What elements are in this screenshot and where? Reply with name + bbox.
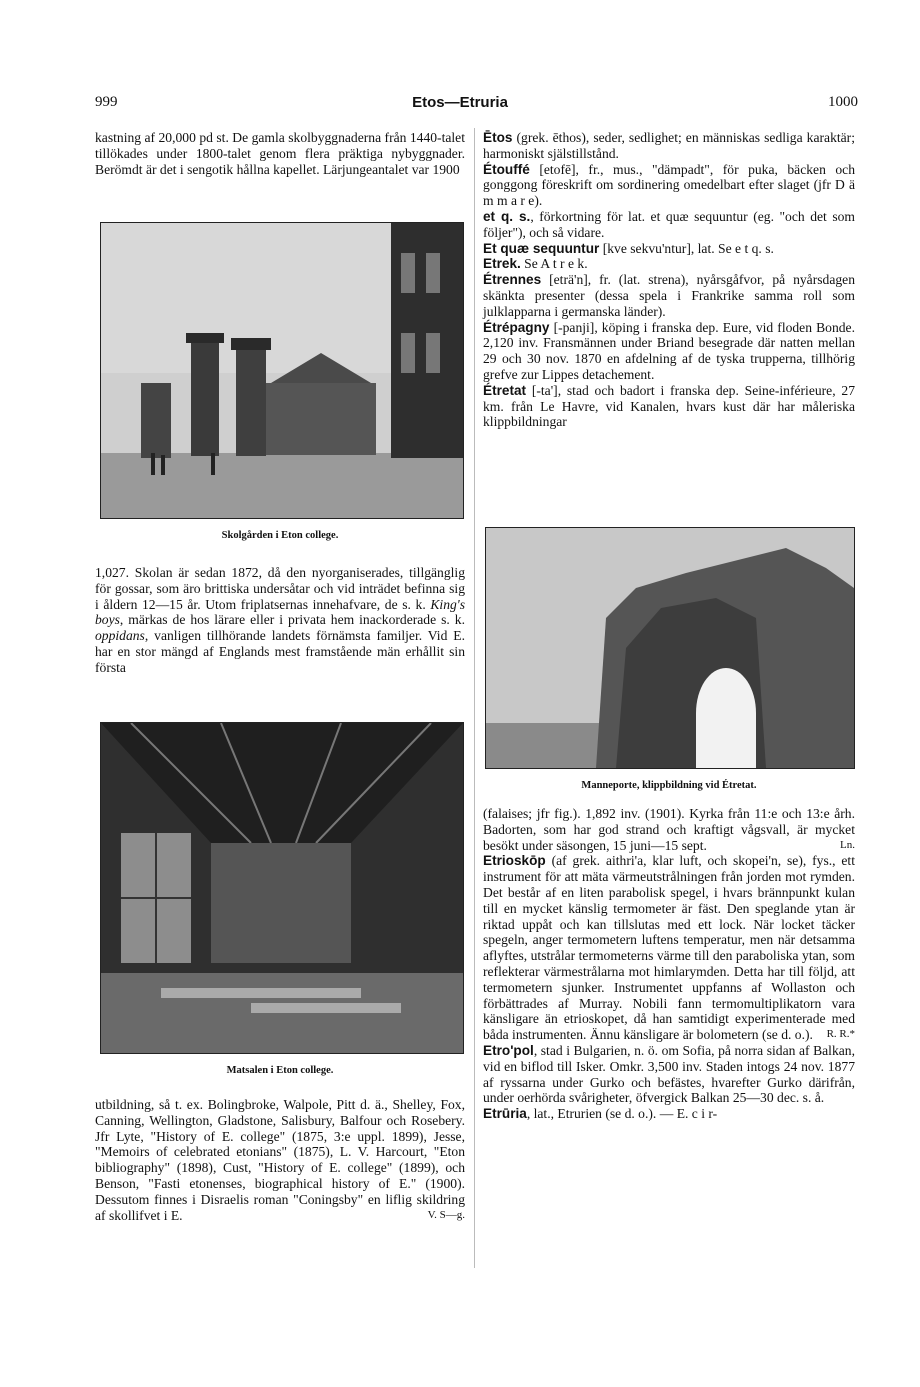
figure-matsalen <box>100 722 464 1054</box>
skolgarden-illustration <box>101 223 463 518</box>
signature-ln: Ln. <box>840 838 855 851</box>
entry-etrennes: Étrennes [eträ'n], fr. (lat. strena), nyårsgåfvor, på nyårsdagen skänkta presenter (dessa spela i Frankrike samma roll som julklapparna i germanska länder). <box>483 272 855 319</box>
entry-etos: Ētos (grek. ēthos), seder, sedlighet; en människas sedliga karaktär; harmoniskt själstillstånd. <box>483 130 855 161</box>
fig2-caption: Matsalen i Eton college. <box>226 1065 334 1076</box>
right-entries-top <box>483 130 855 430</box>
page-number-right: 1000 <box>828 94 858 110</box>
page-number-left: 999 <box>95 94 118 110</box>
entry-etretat: Étretat [-ta'], stad och badort i franska dep. Seine-inférieure, 27 km. från Le Havre, vid Kanalen, hvars kust där har måleriska klippbildningar <box>483 382 855 430</box>
figure-skolgarden <box>100 222 464 519</box>
fig3-caption: Manneporte, klippbildning vid Étretat. <box>581 780 757 791</box>
entry-etquae: Et quæ sequuntur [kve sekvu'ntur], lat. Se e t q. s. <box>483 240 774 256</box>
entry-etrioskop: Etrioskōp (af grek. aithri'a, klar luft, och skopei'n, se), fys., ett instrument för att mäta värmeutstrålningen från jorden mot rymden. Det består af en liten parabolisk spegel, i hvars brännpunkt kulan till en mycket känslig termometer är fäst. Den speglande ytan är riktad uppåt och kan tillslutas med ett lock. När locket täcker spegeln, anger termometern luftens temperatur, men när detsamma aflyftes, utstrålar termometerns värme till den paraboliska ytan, som reflekterar värmestrålarna mot himlarymden. Detta har till följd, att termometern sjunker. Instrumentet uppfanns af Wollaston och förbättrades af Murray. Nobili fann termomultiplikatorn vara känsligare än etrioskopet, då han samtidigt experimenterade med båda instrumenten. Ännu känsligare är bolometern (se d. o.). R. R.* <box>483 853 855 1043</box>
left-para-2: 1,027. Skolan är sedan 1872, då den nyorganiserades, tillgänglig för gossar, som äro brittiska undersåtar och vid inträdet befinna sig i åldern 12—15 år. Utom friplatsernas innehafvare, de s. k. King's boys, märkas de hos lärare eller i privata hem inackorderade s. k. oppidans, vanligen tillhörande landets förnämsta familjer. Vid E. har en stor mängd af Englands mest framstående män erhållit sin första <box>95 565 465 675</box>
entry-etouffe: Étouffé [etofē], fr., mus., "dämpadt", för puka, bäcken och gonggong föreskrift om sordinering omedelbart efter slaget (jfr D ä m m a r e). <box>483 161 855 209</box>
entry-etrek: Etrek. Se A t r e k. <box>483 256 588 272</box>
entry-etropol: Etro'pol, stad i Bulgarien, n. ö. om Sofia, på norra sidan af Balkan, vid en biflod till Isker. Omkr. 3,500 inv. Staden intogs 24 nov. 1877 af ryssarna under Gurko och befästes, hvarefter Gurko därifrån, under oerhörda svårigheter, öfvergick Balkan 25—30 dec. s. å. <box>483 1042 855 1106</box>
manneporte-illustration <box>486 528 854 768</box>
entry-etruria: Etrūria, lat., Etrurien (se d. o.). — E. c i r- <box>483 1106 718 1122</box>
matsalen-illustration <box>101 723 463 1053</box>
entry-etqs: et q. s., förkortning för lat. et quæ sequuntur (eg. "och det som följer"), och så vidare. <box>483 208 855 240</box>
column-divider <box>474 128 475 1268</box>
entry-etrepagny: Étrépagny [-panji], köping i franska dep. Eure, vid floden Bonde. 2,120 inv. Fransmännen under Briand besegrade där natten mellan 29 och 30 nov. 1870 en afdelning af de tyska trupperna, tillhörig grefve zur Lippes detachement. <box>483 319 855 382</box>
signature-rr: R. R.* <box>826 1028 855 1041</box>
right-entries-bottom <box>483 806 855 1122</box>
figure-manneporte <box>485 527 855 769</box>
running-title: Etos—Etruria <box>412 94 508 111</box>
entry-etretat-cont: (falaises; jfr fig.). 1,892 inv. (1901). Kyrka från 11:e och 13:e årh. Badorten, som har god strand och kraftigt vågsvall, är mycket besökt under säsongen, 15 juni—15 sept. Ln. <box>483 806 855 853</box>
fig1-caption: Skolgården i Eton college. <box>221 530 339 541</box>
left-para-3: utbildning, så t. ex. Bolingbroke, Walpole, Pitt d. ä., Shelley, Fox, Canning, Wellington, Gladstone, Salisbury, Balfour och Rosebery. Jfr Lyte, "History of E. college" (1875, 3:e uppl. 1899), Jesse, "Memoirs of celebrated etonians" (1875), L. V. Harcourt, "Eton bibliography" (1898), Cust, "History of E. college" (1899), och Benson, "Fasti etonenses, biographical history of E." (1900). Dessutom finnes i Disraelis roman "Coningsby" en liflig skildring af skollifvet i E. V. S—g. <box>95 1097 465 1223</box>
left-para-1: kastning af 20,000 pd st. De gamla skolbyggnaderna från 1440-talet tillökades under 1800-talet genom flera präktiga nybyggnader. Berömdt är det i sengotik hållna kapellet. Lärjungeantalet var 1900 <box>95 130 465 177</box>
signature-vsg: V. S—g. <box>427 1208 465 1221</box>
